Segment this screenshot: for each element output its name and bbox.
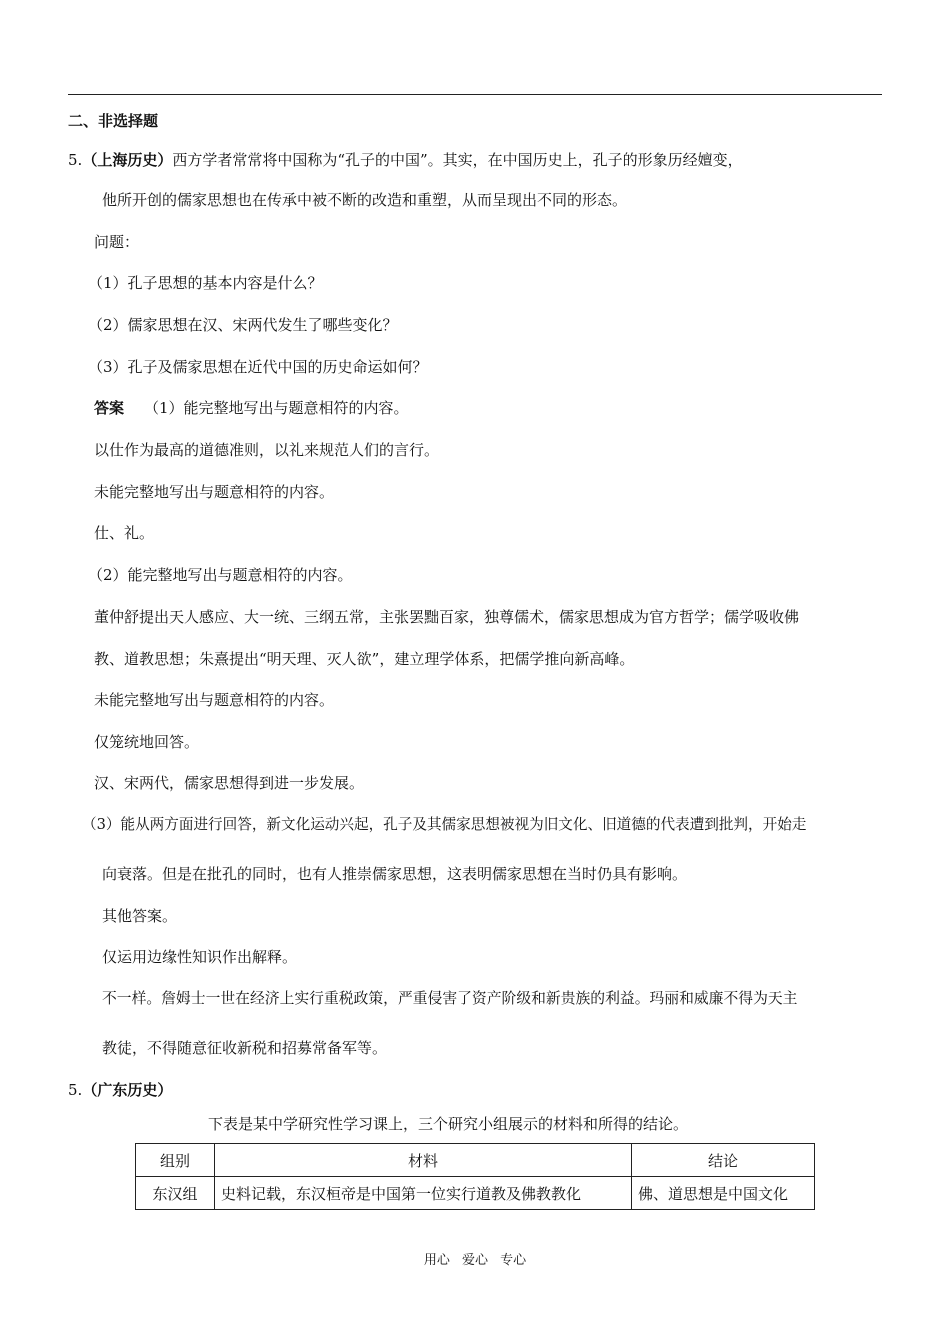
- table-header-cell: 材料: [215, 1144, 632, 1177]
- answer-line-10: 汉、宋两代，儒家思想得到进一步发展。: [94, 774, 365, 792]
- answer-line-1: [94, 398, 409, 418]
- answer-line-8: 未能完整地写出与题意相符的内容。: [94, 691, 335, 709]
- page-footer: 用心 爱心 专心: [423, 1253, 527, 1268]
- answer-line-6: 董仲舒提出天人感应、大一统、三纲五常，主张罢黜百家，独尊儒术，儒家思想成为官方哲学；儒学吸收佛: [94, 608, 800, 626]
- answer-line-14: 仅运用边缘性知识作出解释。: [102, 948, 298, 966]
- q1-question-2: （2）儒家思想在汉、宋两代发生了哪些变化？: [88, 316, 398, 334]
- table-header-cell: 组别: [136, 1144, 215, 1177]
- q1-stem-1: 西方学者常常将中国称为“孔子的中国”。其实，在中国历史上，孔子的形象历经嬗变，: [172, 151, 743, 169]
- q1-stem-2: 他所开创的儒家思想也在传承中被不断的改造和重塑，从而呈现出不同的形态。: [102, 191, 628, 209]
- answer-text-1: （1）能完整地写出与题意相符的内容。: [144, 399, 409, 417]
- answer-line-13: 其他答案。: [102, 907, 178, 925]
- answer-label: 答案: [94, 399, 125, 417]
- answer-line-3: 未能完整地写出与题意相符的内容。: [94, 483, 335, 501]
- answer-line-9: 仅笼统地回答。: [94, 733, 200, 751]
- answer-line-11: （3）能从两方面进行回答，新文化运动兴起，孔子及其儒家思想被视为旧文化、旧道德的代表遭到批判，开始走: [82, 816, 807, 833]
- table-header-cell: 结论: [632, 1144, 815, 1177]
- section-title: 二、非选择题: [68, 112, 159, 130]
- q1-number: 5.: [68, 151, 83, 169]
- answer-line-15: 不一样。詹姆士一世在经济上实行重税政策，严重侵害了资产阶级和新贵族的利益。玛丽和威廉不得为天主: [102, 990, 798, 1007]
- table-header-row: [136, 1144, 815, 1177]
- q2-intro: 下表是某中学研究性学习课上，三个研究小组展示的材料和所得的结论。: [208, 1115, 689, 1133]
- q2-first-line: [68, 1080, 172, 1100]
- q1-question-3: （3）孔子及儒家思想在近代中国的历史命运如何？: [88, 358, 428, 376]
- header-rule: [68, 94, 882, 95]
- q1-first-line: [68, 150, 743, 170]
- table-cell: 东汉组: [136, 1177, 215, 1210]
- table-cell: 佛、道思想是中国文化: [632, 1177, 815, 1210]
- q2-table: [135, 1143, 815, 1210]
- answer-line-7: 教、道教思想；朱熹提出“明天理、灭人欲”，建立理学体系，把儒学推向新高峰。: [94, 650, 635, 668]
- table-row: [136, 1177, 815, 1210]
- q2-source: （广东历史）: [82, 1081, 173, 1099]
- answer-line-5: （2）能完整地写出与题意相符的内容。: [88, 566, 353, 584]
- q2-number: 5.: [68, 1081, 83, 1099]
- answer-line-12: 向衰落。但是在批孔的同时，也有人推崇儒家思想，这表明儒家思想在当时仍具有影响。: [102, 865, 688, 883]
- q1-source: （上海历史）: [82, 151, 173, 169]
- answer-line-16: 教徒，不得随意征收新税和招募常备军等。: [102, 1039, 388, 1057]
- answer-line-2: 以仕作为最高的道德准则，以礼来规范人们的言行。: [94, 441, 440, 459]
- table-cell: 史料记载，东汉桓帝是中国第一位实行道教及佛教教化: [215, 1177, 632, 1210]
- answer-line-4: 仕、礼。: [94, 524, 155, 542]
- q1-wenti: 问题：: [94, 233, 140, 251]
- q1-question-1: （1）孔子思想的基本内容是什么？: [88, 274, 323, 292]
